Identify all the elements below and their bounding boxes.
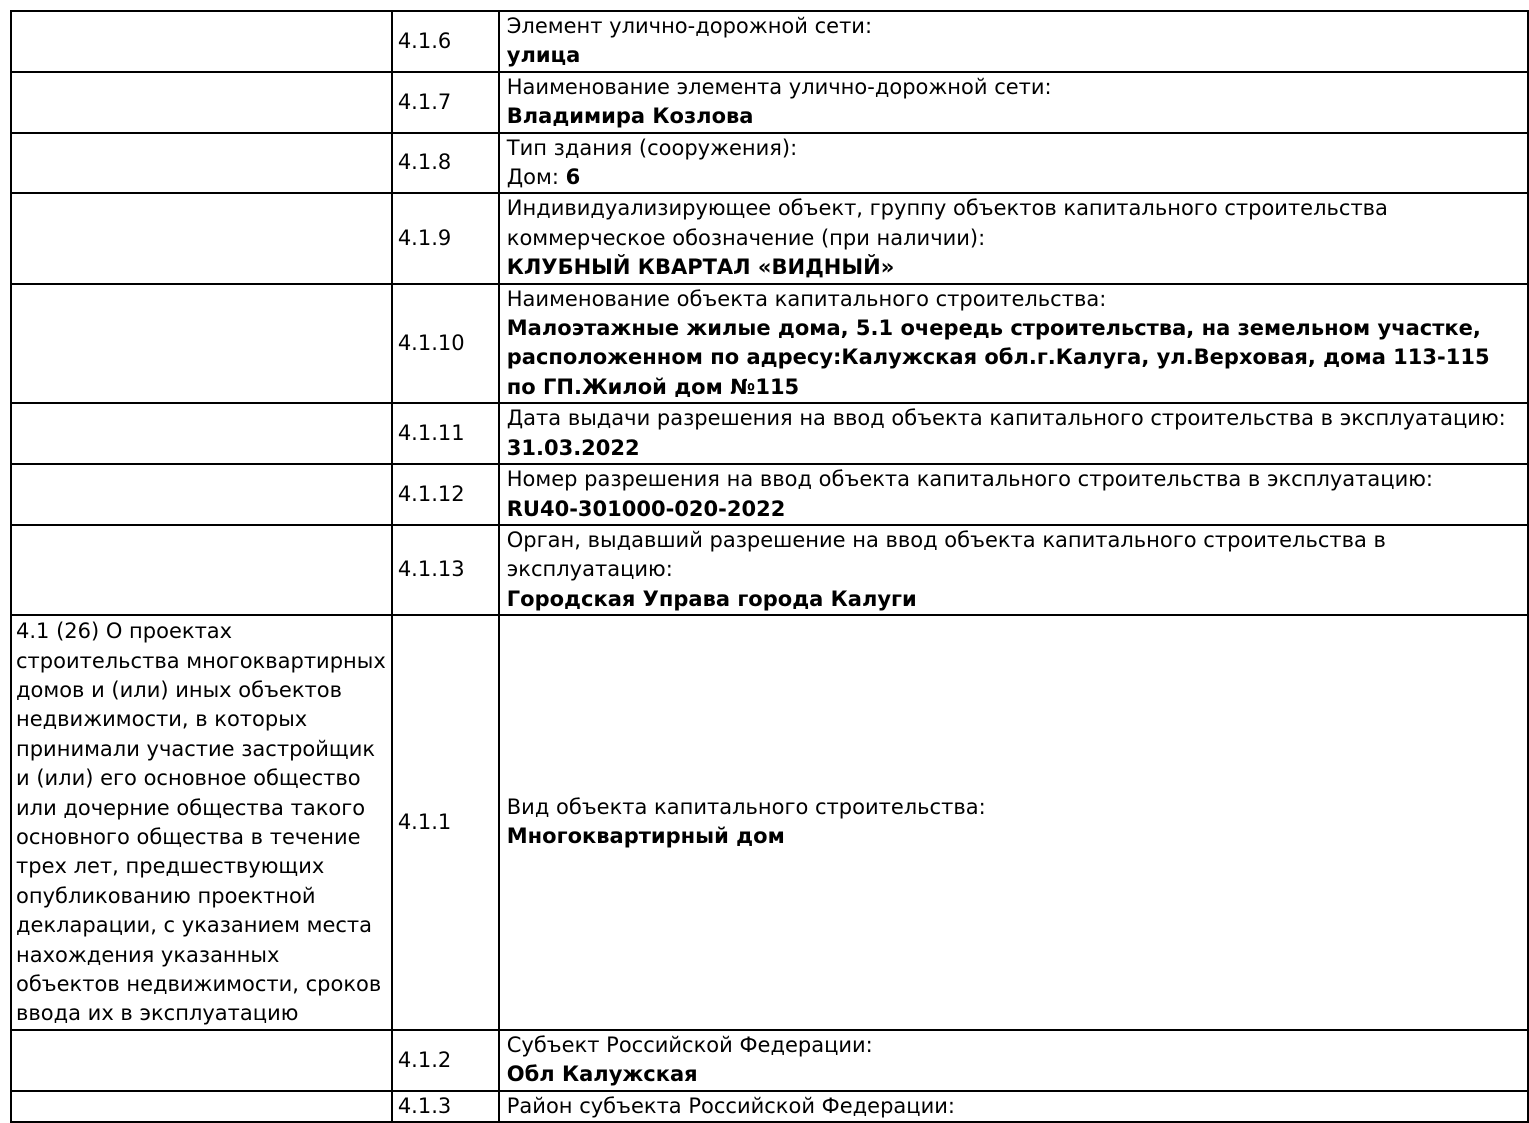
item-label: Элемент улично-дорожной сети: <box>506 14 873 38</box>
item-label: Орган, выдавший разрешение на ввод объекта капитального строительства в эксплуатацию: <box>506 527 1386 582</box>
section-description-cell <box>11 284 392 404</box>
item-label: Наименование объекта капитального строительства: <box>506 286 1107 311</box>
item-value: КЛУБНЫЙ КВАРТАЛ «ВИДНЫЙ» <box>506 255 895 280</box>
item-number: 4.1.6 <box>392 11 499 72</box>
item-label: Субъект Российской Федерации: <box>506 1032 873 1057</box>
section-description-cell <box>11 464 392 525</box>
section-description-cell <box>11 193 392 283</box>
item-number: 4.1.2 <box>392 1030 499 1091</box>
item-value: Обл Калужская <box>506 1062 698 1087</box>
item-content-cell <box>499 1030 1528 1091</box>
item-number: 4.1.8 <box>392 133 499 194</box>
table-row <box>11 11 1528 72</box>
item-value: 31.03.2022 <box>506 435 640 460</box>
section-description-cell <box>11 403 392 464</box>
item-content-cell <box>499 615 1528 1030</box>
item-number: 4.1.3 <box>392 1091 499 1122</box>
item-content-cell <box>499 11 1528 72</box>
item-label: Район субъекта Российской Федерации: <box>506 1093 955 1118</box>
item-value: Многоквартирный дом <box>506 824 785 849</box>
item-content-cell <box>499 193 1528 283</box>
item-label: Тип здания (сооружения): <box>506 135 798 160</box>
section-description-cell <box>11 72 392 133</box>
item-label: Вид объекта капитального строительства: <box>506 795 986 820</box>
item-content-cell <box>499 464 1528 525</box>
item-value: 6 <box>565 165 581 190</box>
item-content-cell <box>499 284 1528 404</box>
item-value: Городская Управа города Калуги <box>506 586 917 611</box>
table-row <box>11 284 1528 404</box>
item-value: Владимира Козлова <box>506 104 754 129</box>
item-label: Наименование элемента улично-дорожной сети: <box>506 74 1052 99</box>
item-number: 4.1.10 <box>392 284 499 404</box>
item-content-cell <box>499 1091 1528 1122</box>
item-label: Индивидуализирующее объект, группу объектов капитального строительства коммерческое обозначение (при наличии): <box>506 196 1388 250</box>
item-value: улица <box>506 43 581 68</box>
section-description-cell <box>11 1091 392 1122</box>
item-number: 4.1.9 <box>392 193 499 283</box>
table-row <box>11 403 1528 464</box>
table-row <box>11 615 1528 1030</box>
item-content-cell <box>499 403 1528 464</box>
item-number: 4.1.7 <box>392 72 499 133</box>
item-label: Дом: <box>506 165 566 190</box>
item-label: Дата выдачи разрешения на ввод объекта капитального строительства в эксплуатацию: <box>506 406 1506 431</box>
item-label: Номер разрешения на ввод объекта капитального строительства в эксплуатацию: <box>506 467 1433 492</box>
item-number: 4.1.13 <box>392 525 499 615</box>
table-row <box>11 525 1528 615</box>
item-value: Малоэтажные жилые дома, 5.1 очередь строительства, на земельном участке, расположенном по адресу:Калужская обл.г.Калуга, ул.Верховая, дома 113-115 по ГП.Жилой дом №115 <box>506 316 1490 399</box>
item-number: 4.1.12 <box>392 464 499 525</box>
item-content-cell <box>499 133 1528 194</box>
table-row <box>11 1030 1528 1091</box>
section-description-cell: 4.1 (26) О проектах строительства многоквартирных домов и (или) иных объектов недвижимости, в которых принимали участие застройщик и (или) его основное общество или дочерние общества такого основного общества в течение трех лет, предшествующих опубликованию проектной декларации, с указанием места нахождения указанных объектов недвижимости, сроков ввода их в эксплуатацию <box>11 615 392 1030</box>
item-value: RU40-301000-020-2022 <box>506 496 786 521</box>
section-description-cell <box>11 11 392 72</box>
item-content-cell <box>499 72 1528 133</box>
table-row <box>11 133 1528 194</box>
table-row <box>11 72 1528 133</box>
table-body <box>11 11 1528 1122</box>
table-row <box>11 1091 1528 1122</box>
table-row <box>11 193 1528 283</box>
table-row <box>11 464 1528 525</box>
section-description-cell <box>11 525 392 615</box>
item-number: 4.1.11 <box>392 403 499 464</box>
item-content-cell <box>499 525 1528 615</box>
section-description-cell <box>11 133 392 194</box>
item-number: 4.1.1 <box>392 615 499 1030</box>
section-description-cell <box>11 1030 392 1091</box>
declaration-table <box>10 10 1529 1123</box>
